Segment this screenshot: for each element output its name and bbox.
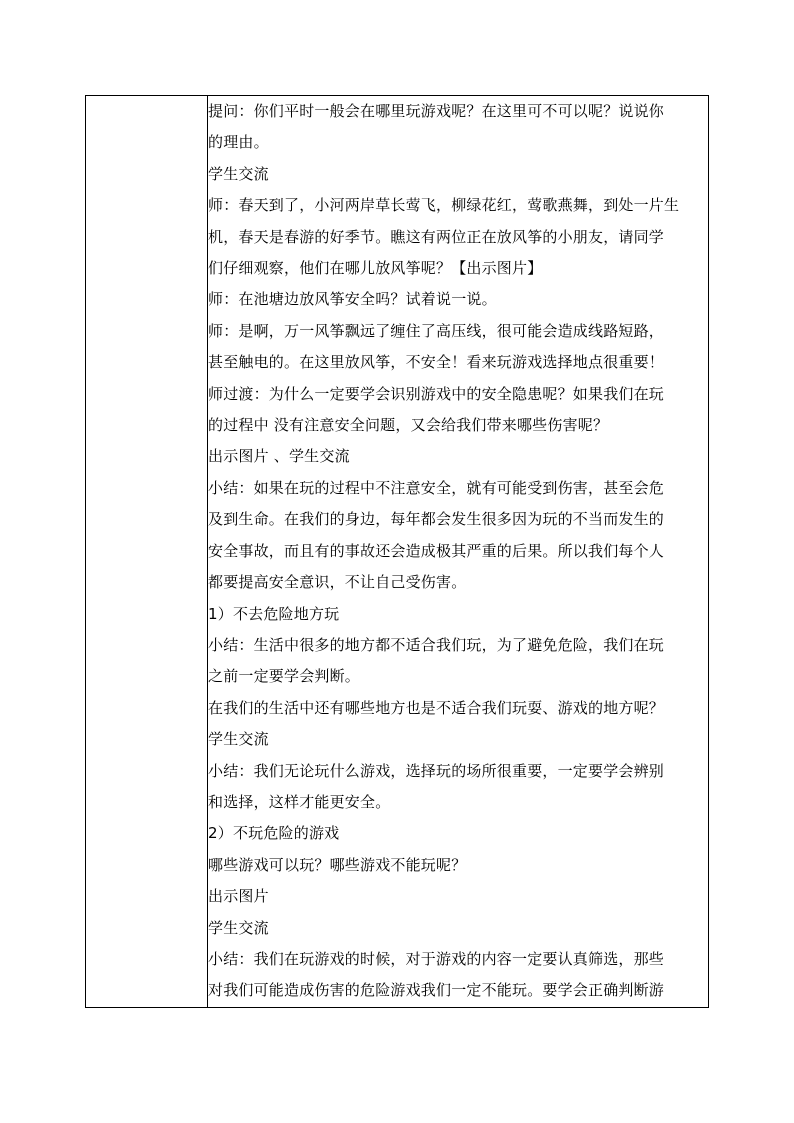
text-line: 1）不去危险地方玩 [208, 604, 340, 623]
text-line: 对我们可能造成伤害的危险游戏我们一定不能玩。要学会正确判断游 [208, 981, 665, 1000]
text-line: 学生交流 [208, 730, 269, 749]
text-line: 哪些游戏可以玩？哪些游戏不能玩呢？ [208, 855, 467, 874]
content-cell [208, 96, 709, 1008]
text-line: 小结：生活中很多的地方都不适合我们玩，为了避免危险，我们在玩 [208, 635, 665, 654]
lesson-table [85, 95, 709, 1008]
text-line: 师：春天到了，小河两岸草长莺飞，柳绿花红，莺歌燕舞，到处一片生 [208, 196, 680, 215]
text-line: 出示图片 [208, 887, 269, 906]
text-line: 机，春天是春游的好季节。瞧这有两位正在放风筝的小朋友，请同学 [208, 227, 665, 246]
text-line: 在我们的生活中还有哪些地方也是不适合我们玩耍、游戏的地方呢？ [208, 698, 665, 717]
text-line: 小结：我们在玩游戏的时候，对于游戏的内容一定要认真筛选，那些 [208, 949, 665, 968]
text-line: 小结：我们无论玩什么游戏，选择玩的场所很重要，一定要学会辨别 [208, 761, 665, 780]
text-line: 们仔细观察，他们在哪儿放风筝呢？【出示图片】 [208, 259, 543, 278]
table-row [86, 96, 709, 1008]
text-line: 提问：你们平时一般会在哪里玩游戏呢？在这里可不可以呢？说说你 [208, 102, 665, 120]
text-line: 的过程中 没有注意安全问题，又会给我们带来哪些伤害呢？ [208, 416, 609, 435]
text-line: 师：在池塘边放风筝安全吗？试着说一说。 [208, 290, 497, 309]
text-line: 和选择，这样才能更安全。 [208, 792, 391, 811]
text-line: 师：是啊，万一风筝飘远了缠住了高压线，很可能会造成线路短路， [208, 321, 665, 340]
text-line: 2）不玩危险的游戏 [208, 824, 340, 843]
text-line: 学生交流 [208, 918, 269, 937]
text-line: 之前一定要学会判断。 [208, 667, 361, 686]
left-column-cell [86, 96, 208, 1008]
text-line: 出示图片 、学生交流 [208, 447, 350, 466]
text-line: 师过渡：为什么一定要学会识别游戏中的安全隐患呢？如果我们在玩 [208, 384, 665, 403]
text-line: 都要提高安全意识，不让自己受伤害。 [208, 573, 467, 592]
text-line: 的理由。 [208, 133, 269, 152]
text-line: 安全事故，而且有的事故还会造成极其严重的后果。所以我们每个人 [208, 541, 665, 560]
text-line: 小结：如果在玩的过程中不注意安全，就有可能受到伤害，甚至会危 [208, 478, 665, 497]
text-line: 及到生命。在我们的身边，每年都会发生很多因为玩的不当而发生的 [208, 510, 665, 529]
text-line: 学生交流 [208, 164, 269, 183]
text-line: 甚至触电的。在这里放风筝，不安全！看来玩游戏选择地点很重要！ [208, 353, 665, 372]
